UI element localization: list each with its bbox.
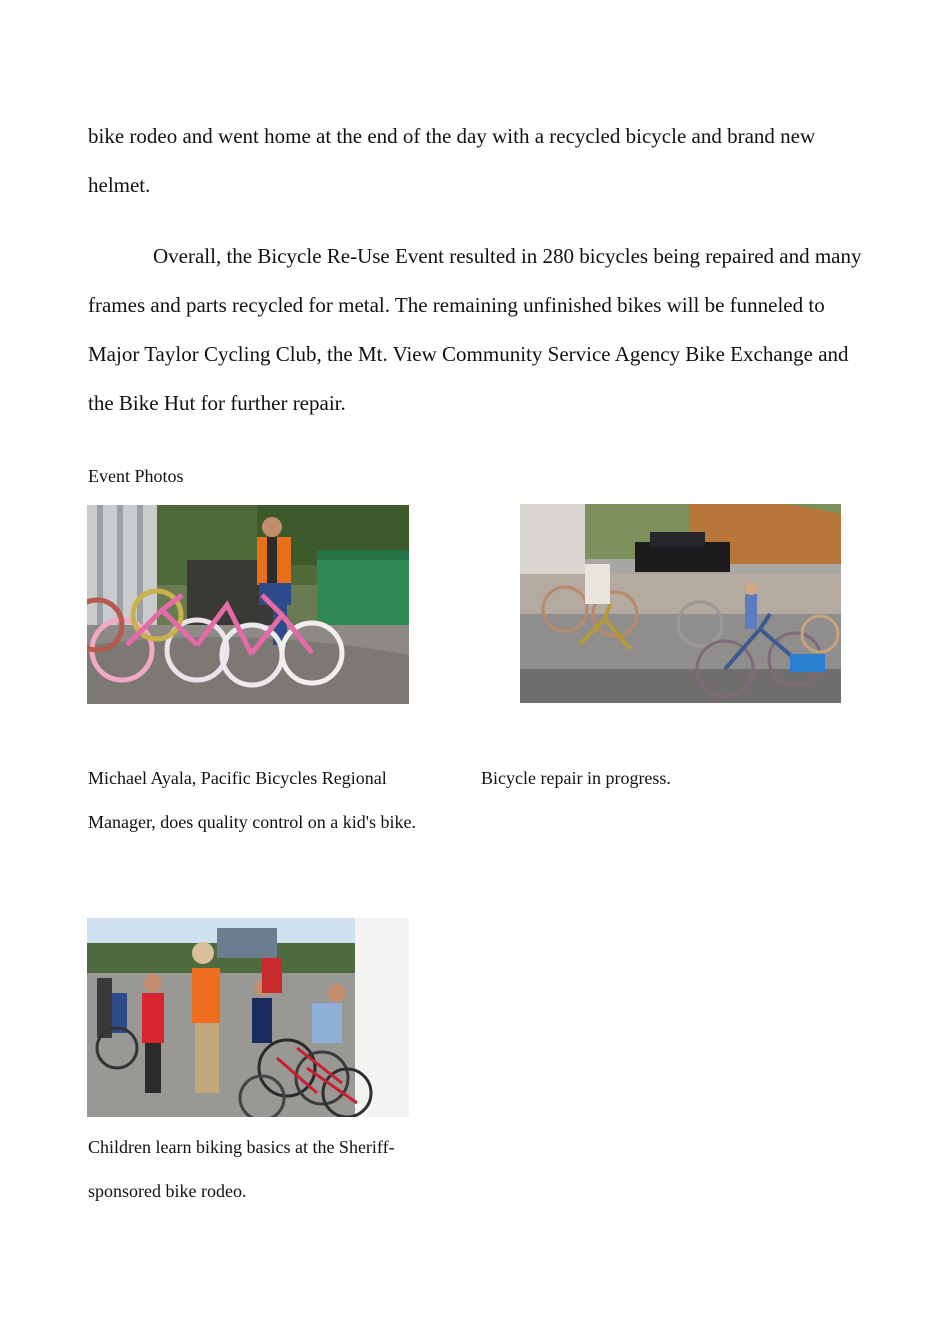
photo-bike-rodeo [87, 918, 409, 1117]
body-paragraph-1: bike rodeo and went home at the end of the day with a recycled bicycle and brand new helmet. [88, 124, 816, 197]
photo-caption-quality-control: Michael Ayala, Pacific Bicycles Regional Manager, does quality control on a kid's bike. [88, 768, 416, 832]
photo-quality-control [87, 505, 409, 704]
body-paragraph-2: Overall, the Bicycle Re-Use Event resulted in 280 bicycles being repaired and many frames and parts recycled for metal. The remaining unfinished bikes will be funneled to Major Taylor Cycling Club, the Mt. View Community Service Agency Bike Exchange and the Bike Hut for further repair. [88, 244, 862, 415]
photo-caption-bike-rodeo: Children learn biking basics at the Sheriff-sponsored bike rodeo. [88, 1137, 395, 1201]
photo-caption-repair: Bicycle repair in progress. [481, 768, 671, 788]
event-photos-heading: Event Photos [88, 466, 184, 486]
photo-repair-in-progress [520, 504, 841, 703]
